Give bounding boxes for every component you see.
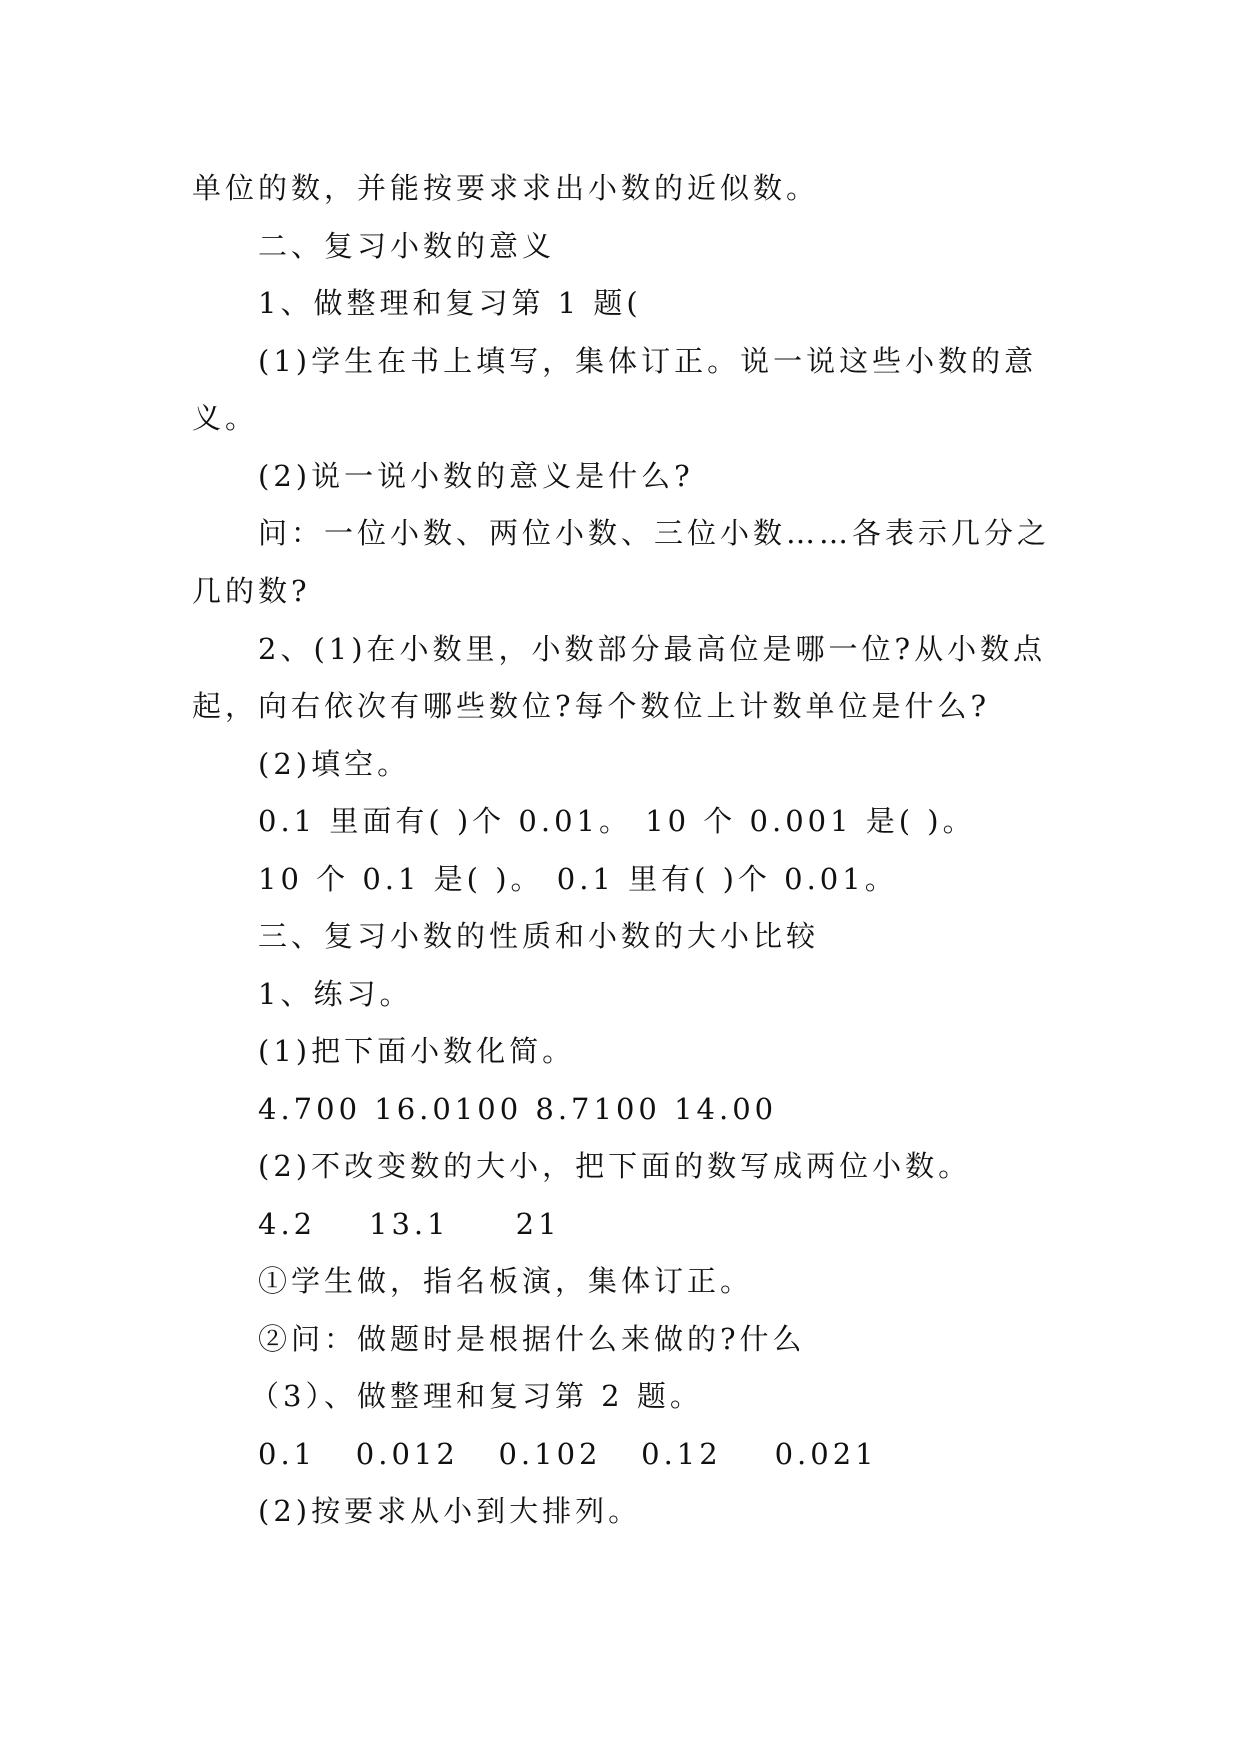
text-line: (2)按要求从小到大排列。 [258, 1494, 642, 1528]
section-heading: 三、复习小数的性质和小数的大小比较 [258, 919, 820, 953]
text-line: (1)学生在书上填写，集体订正。说一说这些小数的意 [258, 344, 1038, 378]
text-line: 4.700 16.0100 8.7100 14.00 [258, 1092, 778, 1126]
text-line: 2、(1)在小数里，小数部分最高位是哪一位?从小数点 [258, 632, 1047, 666]
text-line: (1)把下面小数化简。 [258, 1034, 576, 1068]
text-line: ②问：做题时是根据什么来做的?什么 [258, 1322, 806, 1356]
text-line: 0.1 里面有( )个 0.01。 10 个 0.001 是( )。 [258, 804, 976, 838]
text-line: 问：一位小数、两位小数、三位小数……各表示几分之 [258, 516, 1051, 550]
text-line: 1、做整理和复习第 1 题( [258, 286, 642, 320]
section-heading: 二、复习小数的意义 [258, 229, 556, 263]
text-line: ①学生做，指名板演，集体订正。 [258, 1264, 754, 1298]
text-line: 0.1 0.012 0.102 0.12 0.021 [258, 1437, 878, 1471]
text-line: (2)不改变数的大小，把下面的数写成两位小数。 [258, 1149, 972, 1183]
text-line: 单位的数，并能按要求求出小数的近似数。 [192, 171, 820, 205]
text-line: 几的数? [192, 574, 311, 608]
text-line: 起，向右依次有哪些数位?每个数位上计数单位是什么? [192, 689, 991, 723]
text-line: （3）、做整理和复习第 2 题。 [250, 1379, 703, 1413]
text-line: (2)说一说小数的意义是什么? [258, 459, 694, 493]
text-line: 1、练习。 [258, 977, 413, 1011]
text-line: 义。 [192, 401, 259, 435]
text-line: 4.2 13.1 21 [258, 1207, 561, 1241]
text-line: (2)填空。 [258, 747, 411, 781]
text-line: 10 个 0.1 是( )。 0.1 里有( )个 0.01。 [258, 862, 898, 896]
